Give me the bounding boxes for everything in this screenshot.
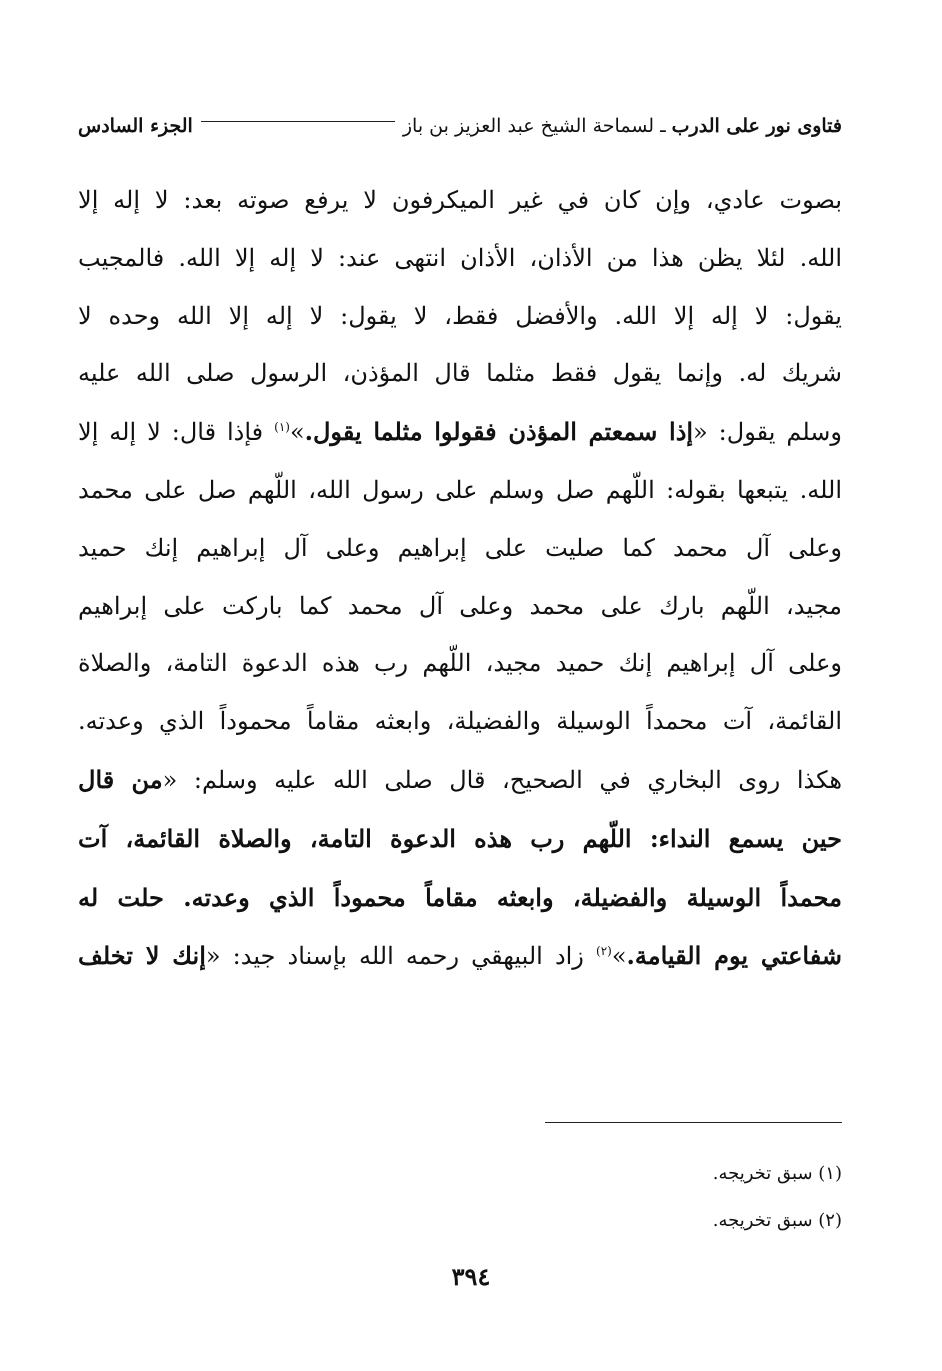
hadith-quote: محمداً الوسيلة والفضيلة، وابعثه مقاماً محموداً الذي وعدته. حلت له xyxy=(78,882,842,912)
page-number: ٣٩٤ xyxy=(451,1262,491,1291)
hadith-quote: شفاعتي يوم القيامة. xyxy=(626,941,842,971)
text-fragment: » xyxy=(611,942,627,971)
book-title: فتاوى نور على الدرب xyxy=(671,115,842,137)
text-line xyxy=(78,869,842,928)
header-rule xyxy=(201,121,395,122)
footnote-1: (١) سبق تخريجه. xyxy=(712,1163,842,1184)
footnote-2: (٢) سبق تخريجه. xyxy=(712,1210,842,1231)
volume-label: الجزء السادس xyxy=(78,115,193,137)
text-line: يقول: لا إله إلا الله. والأفضل فقط، لا يقول: لا إله إلا الله وحده لا xyxy=(78,301,842,330)
text-fragment: وسلم يقول: « xyxy=(693,418,842,447)
text-line: الله. لئلا يظن هذا من الأذان، الأذان انتهى عند: لا إله إلا الله. فالمجيب xyxy=(78,243,842,272)
text-line xyxy=(78,810,842,869)
text-line: وعلى آل محمد كما صليت على إبراهيم وعلى آل إبراهيم إنك حميد xyxy=(78,533,842,562)
text-line xyxy=(78,927,842,986)
text-line: مجيد، اللّهم بارك على محمد وعلى آل محمد كما باركت على إبراهيم xyxy=(78,591,842,620)
text-fragment: » xyxy=(289,418,305,447)
text-fragment: زاد البيهقي رحمه الله بإسناد جيد: « xyxy=(205,942,596,971)
text-line: وعلى آل إبراهيم إنك حميد مجيد، اللّهم رب هذه الدعوة التامة، والصلاة xyxy=(78,649,842,678)
text-line: الله. يتبعها بقوله: اللّهم صل وسلم على رسول الله، اللّهم صل على محمد xyxy=(78,475,842,504)
body-text xyxy=(78,172,842,986)
text-fragment: هكذا روى البخاري في الصحيح، قال صلى الله عليه وسلم: « xyxy=(162,765,842,794)
footnote-divider xyxy=(545,1122,842,1123)
text-line: شريك له. وإنما يقول فقط مثلما قال المؤذن، الرسول صلى الله عليه xyxy=(78,359,842,388)
footnotes xyxy=(78,1150,842,1244)
footnote-ref: (١) xyxy=(274,420,290,435)
text-line: القائمة، آت محمداً الوسيلة والفضيلة، وابعثه مقاماً محموداً الذي وعدته. xyxy=(78,707,842,736)
footnote-ref: (٢) xyxy=(596,944,612,959)
text-line: بصوت عادي، وإن كان في غير الميكرفون لا يرفع صوته بعد: لا إله إلا xyxy=(78,186,842,214)
text-line xyxy=(78,751,842,810)
author-name: لسماحة الشيخ عبد العزيز بن باز xyxy=(402,115,655,137)
hadith-quote: من قال xyxy=(78,764,163,794)
hadith-quote: حين يسمع النداء: اللّهم رب هذه الدعوة التامة، والصلاة القائمة، آت xyxy=(78,823,842,853)
hadith-quote: إنك لا تخلف xyxy=(78,941,206,971)
hadith-quote: إذا سمعتم المؤذن فقولوا مثلما يقول. xyxy=(304,417,694,447)
text-line xyxy=(78,403,842,462)
running-header xyxy=(78,108,842,144)
text-fragment: فإذا قال: لا إله إلا xyxy=(78,418,275,447)
header-separator: ـ xyxy=(660,115,666,137)
